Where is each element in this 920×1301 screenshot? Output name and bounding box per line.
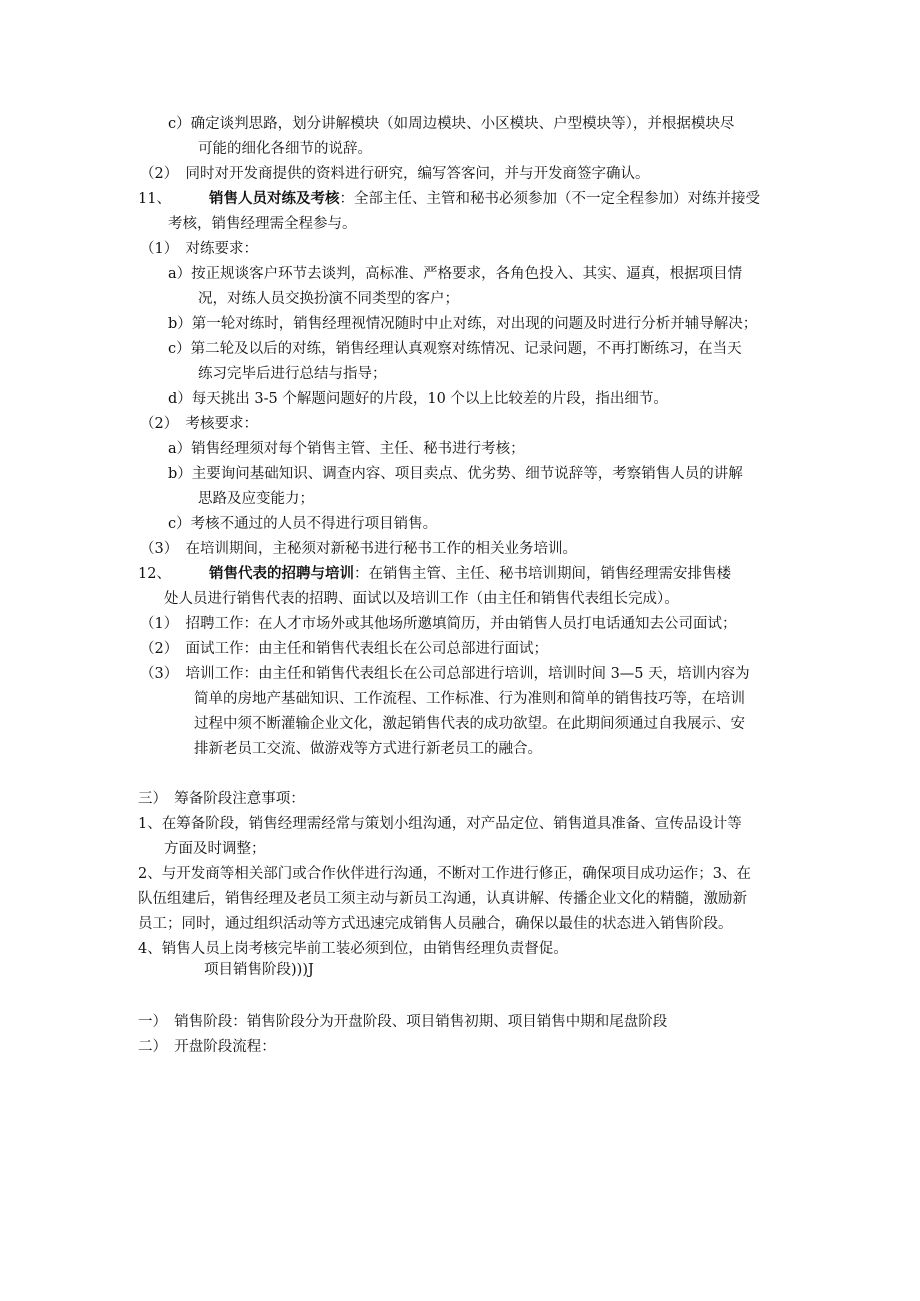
section-text: ：全部主任、主管和秘书必须参加（不一定全程参加）对练并接受 [339,191,760,207]
section-number: 11、 [138,191,171,207]
text-line: c）第二轮及以后的对练，销售经理认真观察对练情况、记录问题，不再打断练习，在当天 [168,341,742,357]
section-heading: 一） 销售阶段：销售阶段分为开盘阶段、项目销售初期、项目销售中期和尾盘阶段 [138,1014,668,1030]
text-line: b）第一轮对练时，销售经理视情况随时中止对练，对出现的问题及时进行分析并辅导解决； [168,316,758,332]
text-line: （2） 考核要求： [140,416,258,432]
text-line: 考核，销售经理需全程参与。 [168,216,357,232]
section-heading: 三） 筹备阶段注意事项： [138,791,305,807]
text-line: c）考核不通过的人员不得进行项目销售。 [168,516,438,532]
text-line: （1） 对练要求： [140,241,258,257]
section-12-heading [138,564,731,584]
text-line: 方面及时调整； [164,841,266,857]
text-line: （3） 在培训期间，主秘须对新秘书进行秘书工作的相关业务培训。 [140,541,577,557]
text-line: b）主要询问基础知识、调查内容、项目卖点、优劣势、细节说辞等，考察销售人员的讲解 [168,466,743,482]
text-line: 简单的房地产基础知识、工作流程、工作标准、行为准则和简单的销售技巧等，在培训 [194,691,745,707]
text-line: 队伍组建后，销售经理及老员工须主动与新员工沟通，认真讲解、传播企业文化的精髓，激励新 [138,891,747,907]
section-title: 销售代表的招聘与培训 [208,565,354,582]
text-line: （3） 培训工作：由主任和销售代表组长在公司总部进行培训，培训时间 3—5 天，培训内容为 [140,666,750,682]
text-line: c）确定谈判思路，划分讲解模块（如周边模块、小区模块、户型模块等），并根据模块尽 [168,116,735,132]
text-line: a）按正规谈客户环节去谈判，高标准、严格要求，各角色投入、其实、逼真，根据项目情 [168,266,743,282]
text-line: 项目销售阶段)))J [204,962,314,978]
text-line: 练习完毕后进行总结与指导； [198,366,387,382]
text-line: 况，对练人员交换扮演不同类型的客户； [198,291,459,307]
section-heading: 二） 开盘阶段流程： [138,1039,276,1055]
section-11-heading [138,189,760,209]
text-line: a）销售经理须对每个销售主管、主任、秘书进行考核； [168,441,525,457]
text-line: 处人员进行销售代表的招聘、面试以及培训工作（由主任和销售代表组长完成）。 [164,591,679,607]
text-line: d）每天挑出 3-5 个解题问题好的片段，10 个以上比较差的片段，指出细节。 [168,391,668,407]
text-line: （2） 同时对开发商提供的资料进行研究，编写答客问，并与开发商签字确认。 [140,166,650,182]
text-line: 可能的细化各细节的说辞。 [198,141,372,157]
text-line: 思路及应变能力； [198,491,314,507]
text-line: 4、销售人员上岗考核完毕前工装必须到位，由销售经理负责督促。 [138,941,568,957]
section-title: 销售人员对练及考核 [208,190,340,207]
text-line: 1、在筹备阶段，销售经理需经常与策划小组沟通，对产品定位、销售道具准备、宣传品设计等 [138,816,742,832]
text-line: 员工；同时，通过组织活动等方式迅速完成销售人员融合，确保以最佳的状态进入销售阶段。 [138,916,733,932]
section-number: 12、 [138,566,171,582]
text-line: 2、与开发商等相关部门或合作伙伴进行沟通，不断对工作进行修正，确保项目成功运作；3、在 [138,866,751,882]
text-line: （1） 招聘工作：在人才市场外或其他场所邀填简历，并由销售人员打电话通知去公司面试； [140,616,737,632]
text-line: 过程中须不断灌输企业文化，激起销售代表的成功欲望。在此期间须通过自我展示、安 [194,716,745,732]
text-line: 排新老员工交流、做游戏等方式进行新老员工的融合。 [194,741,542,757]
text-line: （2） 面试工作：由主任和销售代表组长在公司总部进行面试； [140,641,548,657]
section-text: ：在销售主管、主任、秘书培训期间，销售经理需安排售楼 [353,566,731,582]
